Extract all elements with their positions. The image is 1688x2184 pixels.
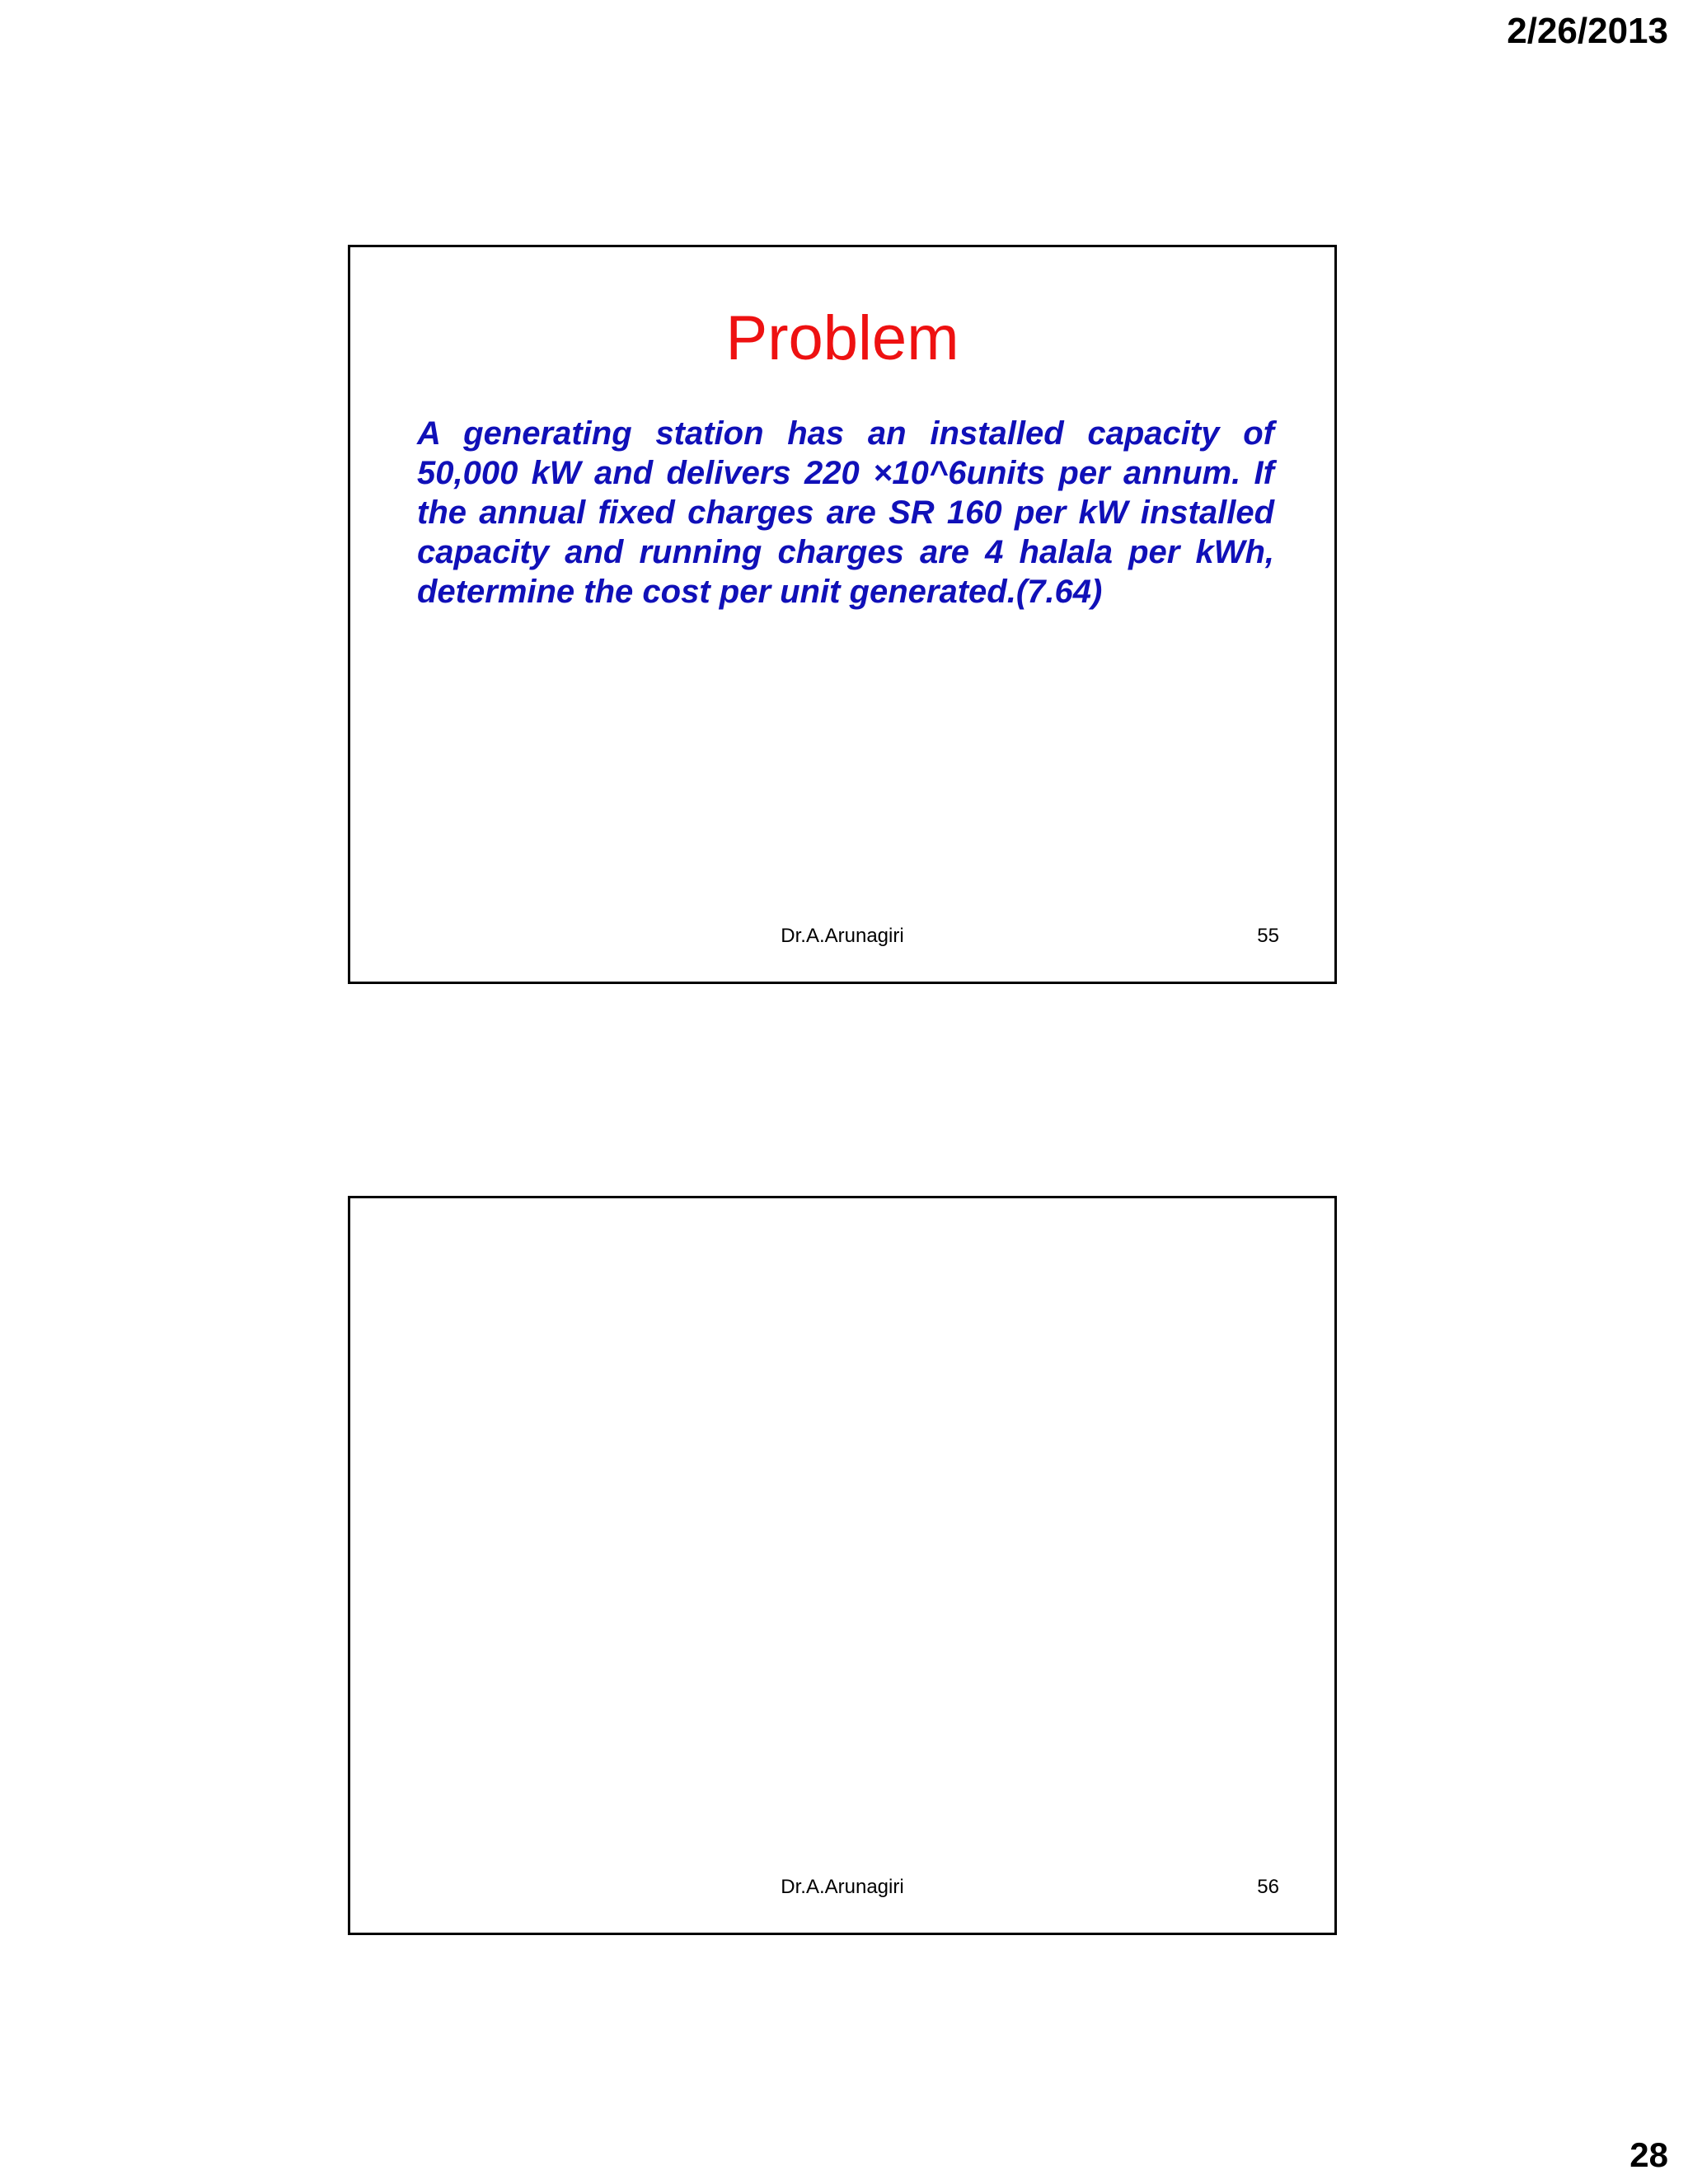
page-number: 28: [1629, 2135, 1668, 2174]
slide-footer: [350, 1875, 1334, 1900]
slide-number: 55: [1257, 925, 1279, 947]
footer-author: Dr.A.Arunagiri: [781, 925, 904, 947]
slide-55: [348, 245, 1337, 984]
footer-author: Dr.A.Arunagiri: [781, 1876, 904, 1898]
slide-title: Problem: [725, 303, 959, 373]
problem-statement: A generating station has an installed capacity of 50,000 kW and delivers 220 ×10^6units per annum. If the annual fixed charges are SR 160 per kW installed capacity and running charges are 4 halala per kWh, determine the cost per unit generated.(7.64): [417, 415, 1274, 610]
page-date: 2/26/2013: [1507, 11, 1668, 51]
slide-number: 56: [1257, 1876, 1279, 1898]
slide-footer: [350, 924, 1334, 949]
slide-56: [348, 1196, 1337, 1935]
